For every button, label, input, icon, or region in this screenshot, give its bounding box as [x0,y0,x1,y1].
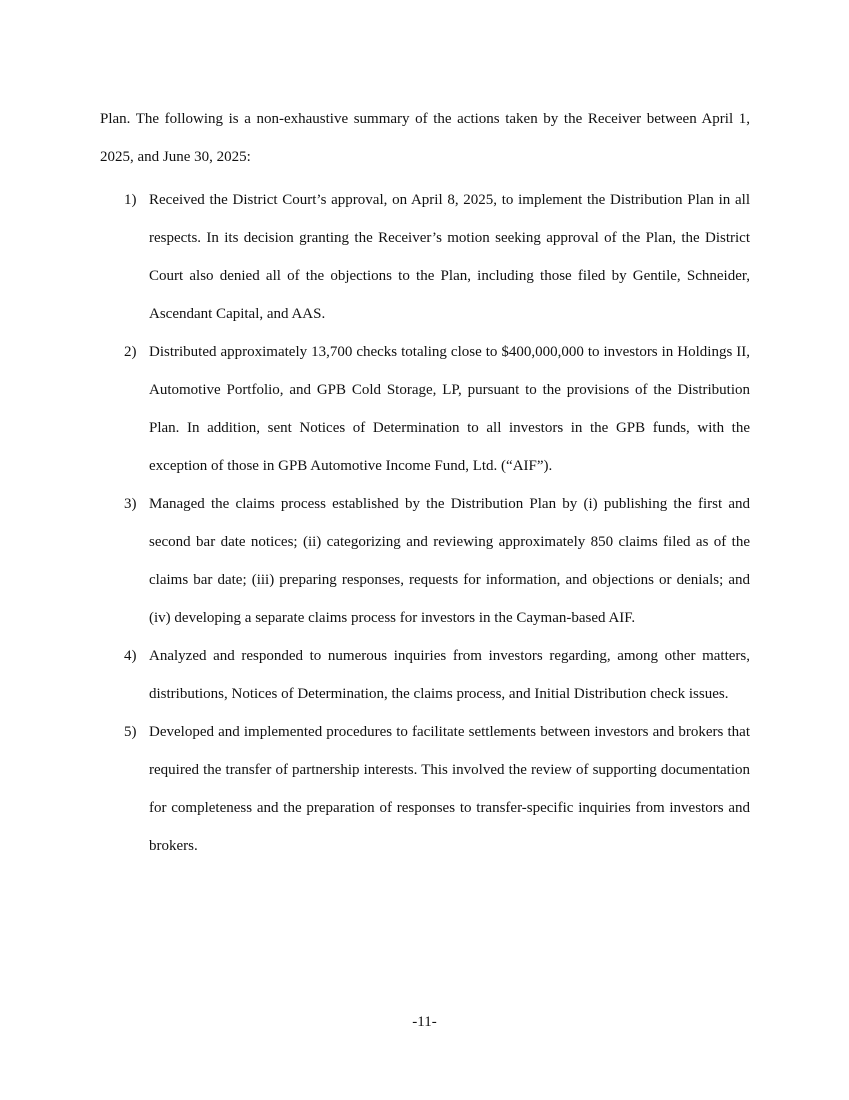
list-item [100,713,750,865]
list-item-number: 1) [124,192,137,208]
list-item [100,333,750,485]
intro-paragraph: Plan. The following is a non-exhaustive summary of the actions taken by the Receiver between April 1, 2025, and June 30, 2025: [100,111,750,165]
list-item-text: Received the District Court’s approval, on April 8, 2025, to implement the Distribution Plan in all respects. In its decision granting the Receiver’s motion seeking approval of the Plan, the District Court also denied all of the objections to the Plan, including those filed by Gentile, Schneider, Ascendant Capital, and AAS. [149,192,750,322]
list-item-text: Analyzed and responded to numerous inquiries from investors regarding, among other matters, distributions, Notices of Determination, the claims process, and Initial Distribution check issues. [149,648,750,702]
list-item-text: Distributed approximately 13,700 checks totaling close to $400,000,000 to investors in Holdings II, Automotive Portfolio, and GPB Cold Storage, LP, pursuant to the provisions of the Distribution Plan. In addition, sent Notices of Determination to all investors in the GPB funds, with the exception of those in GPB Automotive Income Fund, Ltd. (“AIF”). [149,344,750,474]
list-item [100,181,750,333]
list-item-number: 2) [124,344,137,360]
list-item-number: 4) [124,648,137,664]
list-item-number: 3) [124,496,137,512]
list-item [100,637,750,713]
page-number: -11- [412,1014,437,1030]
list-item-number: 5) [124,724,137,740]
actions-list [100,181,750,865]
list-item [100,485,750,637]
list-item-text: Managed the claims process established by the Distribution Plan by (i) publishing the first and second bar date notices; (ii) categorizing and reviewing approximately 850 claims filed as of the claims bar date; (iii) preparing responses, requests for information, and objections or denials; and (iv) developing a separate claims process for investors in the Cayman-based AIF. [149,496,750,626]
list-item-text: Developed and implemented procedures to facilitate settlements between investors and brokers that required the transfer of partnership interests. This involved the review of supporting documentation for completeness and the preparation of responses to transfer-specific inquiries from investors and brokers. [149,724,750,854]
